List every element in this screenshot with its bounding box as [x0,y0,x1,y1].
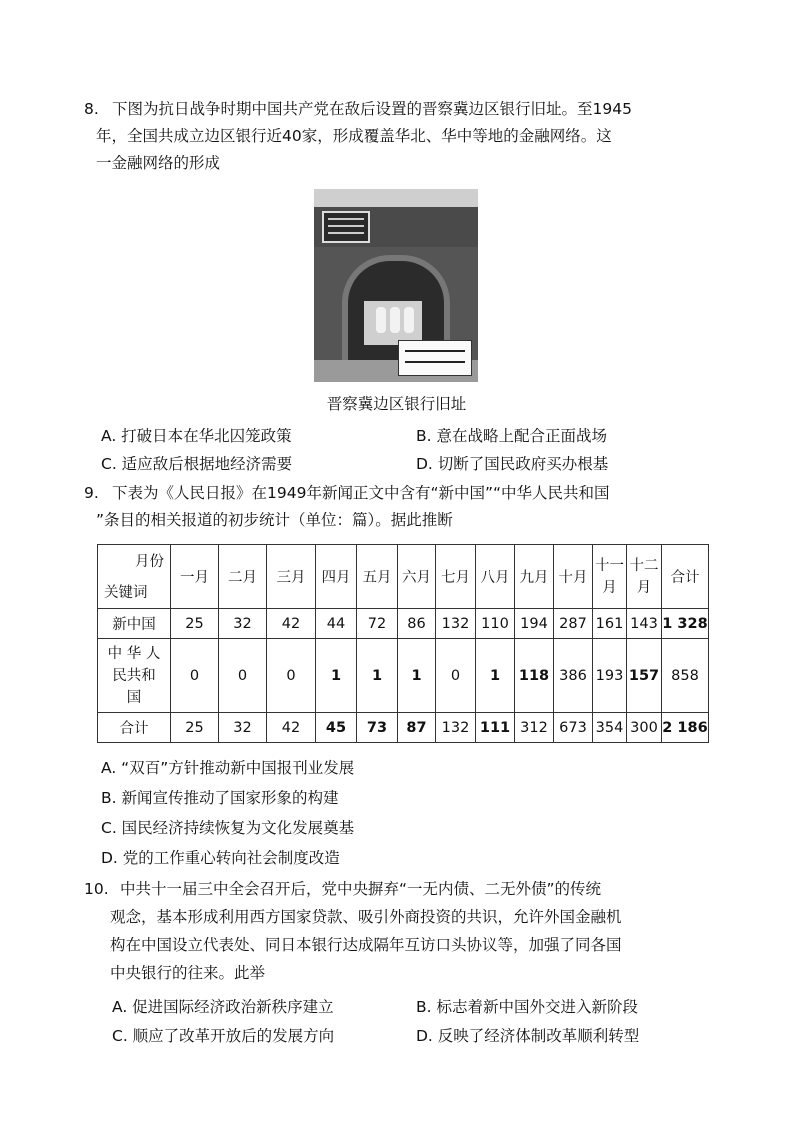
table-cell: 287 [554,609,593,639]
q8-option-d[interactable]: D. 切断了国民政府买办根基 [416,455,609,473]
table-cell: 143 [627,609,662,639]
table-cell: 858 [662,639,709,713]
month-header: 四月 [316,545,357,609]
month-header: 七月 [436,545,476,609]
q9-stem-line-2: ”条目的相关报道的初步统计（单位：篇）。据此推断 [96,511,453,529]
table-cell: 1 [316,639,357,713]
month-header: 九月 [515,545,554,609]
table-cell: 32 [219,713,267,743]
table-cell: 1 [476,639,515,713]
q8-option-c[interactable]: C. 适应敌后根据地经济需要 [101,455,293,473]
photo-signboard [322,211,370,243]
q8-number: 8. [84,100,99,118]
table-row [98,713,709,743]
table-cell: 1 328 [662,609,709,639]
q10-stem-line-2: 观念，基本形成利用西方国家贷款、吸引外商投资的共识，允许外国金融机 [110,908,622,926]
table-cell: 44 [316,609,357,639]
table-cell: 72 [357,609,398,639]
q8-stem-line-1: 下图为抗日战争时期中国共产党在敌后设置的晋察冀边区银行旧址。至1945 [112,100,632,118]
q10-stem-line-1: 中共十一届三中全会召开后，党中央摒弃“一无内债、二无外债”的传统 [120,880,602,898]
q8-stem-line-3: 一金融网络的形成 [96,154,221,172]
bank-site-photo [314,189,478,382]
month-header: 二月 [219,545,267,609]
table-cell: 73 [357,713,398,743]
q9-stem-line-1: 下表为《人民日报》在1949年新闻正文中含有“新中国”“中华人民共和国 [112,484,610,502]
table-cell: 0 [171,639,219,713]
table-cell: 42 [267,609,316,639]
photo-caption: 晋察冀边区银行旧址 [326,395,467,413]
q8-stem-line-2: 年，全国共成立边区银行近40家，形成覆盖华北、华中等地的金融网络。这 [96,127,612,145]
q10-number: 10. [84,880,109,898]
month-header: 十月 [554,545,593,609]
table-cell: 87 [398,713,436,743]
month-header: 一月 [171,545,219,609]
q10-stem-line-3: 构在中国设立代表处、同日本银行达成隔年互访口头协议等，加强了同各国 [110,936,622,954]
q9-option-c[interactable]: C. 国民经济持续恢复为文化发展奠基 [101,819,355,837]
month-header: 八月 [476,545,515,609]
table-cell: 0 [267,639,316,713]
table-cell: 354 [593,713,627,743]
table-cell: 386 [554,639,593,713]
corner-month-label: 月份 [135,553,164,570]
table-cell: 32 [219,609,267,639]
table-cell: 111 [476,713,515,743]
month-header: 六月 [398,545,436,609]
photo-plaque [398,340,472,376]
q8-option-a[interactable]: A. 打破日本在华北囚笼政策 [101,427,292,445]
table-cell: 194 [515,609,554,639]
table-corner-cell [98,545,171,609]
table-cell: 118 [515,639,554,713]
month-header: 五月 [357,545,398,609]
table-cell: 0 [436,639,476,713]
month-header: 十二 月 [627,545,662,609]
table-cell: 25 [171,713,219,743]
table-cell: 45 [316,713,357,743]
table-cell: 0 [219,639,267,713]
table-cell: 157 [627,639,662,713]
total-header: 合计 [662,545,709,609]
table-cell: 300 [627,713,662,743]
table-cell: 86 [398,609,436,639]
table-cell: 42 [267,713,316,743]
q10-stem-line-4: 中央银行的往来。此举 [110,964,266,982]
table-cell: 312 [515,713,554,743]
q9-option-d[interactable]: D. 党的工作重心转向社会制度改造 [101,849,340,867]
row-label: 中 华 人 民共和 国 [98,639,171,713]
corner-keyword-label: 关键词 [104,584,148,601]
table-row [98,639,709,713]
table-cell: 1 [357,639,398,713]
table-cell: 193 [593,639,627,713]
table-cell: 25 [171,609,219,639]
table-cell: 2 186 [662,713,709,743]
table-cell: 132 [436,609,476,639]
month-header: 十一 月 [593,545,627,609]
row-label: 新中国 [98,609,171,639]
row-label: 合计 [98,713,171,743]
q10-option-b[interactable]: B. 标志着新中国外交进入新阶段 [416,998,638,1016]
q10-option-a[interactable]: A. 促进国际经济政治新秩序建立 [112,998,334,1016]
table-row [98,609,709,639]
q9-option-a[interactable]: A. “双百”方针推动新中国报刊业发展 [101,759,355,777]
table-cell: 1 [398,639,436,713]
table-cell: 161 [593,609,627,639]
month-header: 三月 [267,545,316,609]
q9-number: 9. [84,484,99,502]
q8-option-b[interactable]: B. 意在战略上配合正面战场 [416,427,607,445]
q10-option-d[interactable]: D. 反映了经济体制改革顺利转型 [416,1027,640,1045]
q10-option-c[interactable]: C. 顺应了改革开放后的发展方向 [112,1027,335,1045]
table-cell: 110 [476,609,515,639]
table-cell: 132 [436,713,476,743]
statistics-table [97,544,709,743]
table-cell: 673 [554,713,593,743]
q9-option-b[interactable]: B. 新闻宣传推动了国家形象的构建 [101,789,339,807]
